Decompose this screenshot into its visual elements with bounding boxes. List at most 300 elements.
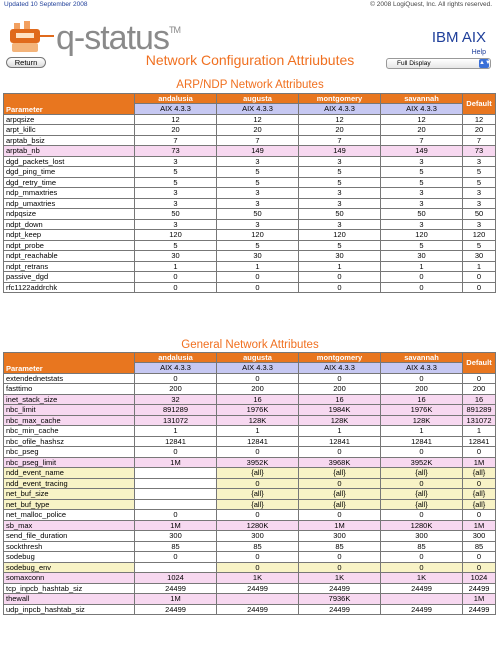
server-value: 20 xyxy=(135,125,217,136)
default-header: Default xyxy=(463,353,496,374)
table-row xyxy=(4,230,496,241)
server-value: 12841 xyxy=(217,436,299,447)
parameter-name: udp_inpcb_hashtab_siz xyxy=(4,604,135,615)
server-value: 5 xyxy=(135,177,217,188)
table-row xyxy=(4,198,496,209)
server-value: {all} xyxy=(299,489,381,500)
table-row xyxy=(4,135,496,146)
server-value: 0 xyxy=(299,272,381,283)
server-name-header: montgomery xyxy=(299,94,381,104)
table-row xyxy=(4,272,496,283)
server-value: 1984K xyxy=(299,405,381,416)
server-value: 85 xyxy=(217,541,299,552)
server-value: 16 xyxy=(381,394,463,405)
server-value: 3 xyxy=(299,198,381,209)
parameter-name: fasttimo xyxy=(4,384,135,395)
server-value: 12 xyxy=(135,114,217,125)
default-value: 131072 xyxy=(463,415,496,426)
parameter-name: net_buf_size xyxy=(4,489,135,500)
default-value: 5 xyxy=(463,167,496,178)
parameter-name: send_file_duration xyxy=(4,531,135,542)
parameter-name: nbc_limit xyxy=(4,405,135,416)
default-value: 50 xyxy=(463,209,496,220)
parameter-name: net_buf_type xyxy=(4,499,135,510)
server-value: 1K xyxy=(381,573,463,584)
default-value: 3 xyxy=(463,198,496,209)
table-row xyxy=(4,240,496,251)
parameter-name: ndp_umaxtries xyxy=(4,198,135,209)
server-value: 1M xyxy=(299,520,381,531)
page-title: Network Configuration Attriubutes xyxy=(145,52,355,68)
table-row xyxy=(4,447,496,458)
chevron-down-icon: ▲▼ xyxy=(479,60,491,66)
server-value: 50 xyxy=(381,209,463,220)
server-name-header: andalusia xyxy=(135,353,217,363)
server-value: {all} xyxy=(381,499,463,510)
default-value: 73 xyxy=(463,146,496,157)
server-value: 0 xyxy=(217,282,299,293)
os-version-cell: AIX 4.3.3 xyxy=(135,104,217,115)
server-value: 128K xyxy=(217,415,299,426)
server-value: 3 xyxy=(217,156,299,167)
server-value: 149 xyxy=(381,146,463,157)
server-value: 0 xyxy=(299,478,381,489)
table-row xyxy=(4,177,496,188)
default-value: 0 xyxy=(463,552,496,563)
table-row xyxy=(4,604,496,615)
server-value: 0 xyxy=(217,373,299,384)
parameter-name: ndpt_reachable xyxy=(4,251,135,262)
server-value: {all} xyxy=(299,468,381,479)
return-button[interactable]: Return xyxy=(6,57,46,68)
server-value: 200 xyxy=(299,384,381,395)
parameter-name: ndpt_down xyxy=(4,219,135,230)
default-value: 5 xyxy=(463,177,496,188)
logo-icon xyxy=(8,21,56,55)
parameter-name: dgd_retry_time xyxy=(4,177,135,188)
server-value: 20 xyxy=(217,125,299,136)
parameter-name: sodebug xyxy=(4,552,135,563)
server-value: 0 xyxy=(299,373,381,384)
server-value: 5 xyxy=(217,177,299,188)
table-row xyxy=(4,562,496,573)
server-value: 0 xyxy=(135,282,217,293)
server-value: 0 xyxy=(217,552,299,563)
default-value: 1 xyxy=(463,426,496,437)
server-name-header: augusta xyxy=(217,353,299,363)
default-value: 1M xyxy=(463,594,496,605)
default-value: 7 xyxy=(463,135,496,146)
parameter-name: thewall xyxy=(4,594,135,605)
server-value: {all} xyxy=(381,468,463,479)
default-value: 891289 xyxy=(463,405,496,416)
server-name-header: montgomery xyxy=(299,353,381,363)
server-value: 3952K xyxy=(381,457,463,468)
table-row xyxy=(4,552,496,563)
parameter-name: ndpqsize xyxy=(4,209,135,220)
default-value: {all} xyxy=(463,489,496,500)
server-name-header: savannah xyxy=(381,353,463,363)
parameter-name: ndd_event_name xyxy=(4,468,135,479)
server-value: 30 xyxy=(299,251,381,262)
server-value: 12841 xyxy=(381,436,463,447)
table-row xyxy=(4,219,496,230)
server-value: 3 xyxy=(135,198,217,209)
table-row xyxy=(4,478,496,489)
parameter-header: Parameter xyxy=(4,94,135,115)
default-value: 0 xyxy=(463,272,496,283)
server-value: 131072 xyxy=(135,415,217,426)
server-value: 5 xyxy=(381,167,463,178)
server-value: 7 xyxy=(135,135,217,146)
general-attributes-table xyxy=(3,352,496,615)
os-version-cell: AIX 4.3.3 xyxy=(217,104,299,115)
server-value: 300 xyxy=(299,531,381,542)
default-value: {all} xyxy=(463,468,496,479)
server-value: 85 xyxy=(381,541,463,552)
default-value: 3 xyxy=(463,188,496,199)
server-value: 3 xyxy=(217,188,299,199)
server-value: 0 xyxy=(135,552,217,563)
server-value: 1 xyxy=(381,426,463,437)
table-row xyxy=(4,426,496,437)
server-value: 0 xyxy=(299,447,381,458)
default-value: 30 xyxy=(463,251,496,262)
server-header-row xyxy=(4,353,496,363)
server-value: {all} xyxy=(217,489,299,500)
server-value: 3 xyxy=(135,188,217,199)
server-value: 24499 xyxy=(299,604,381,615)
parameter-name: ndd_event_tracing xyxy=(4,478,135,489)
default-value: 24499 xyxy=(463,604,496,615)
parameter-name: ndp_mmaxtries xyxy=(4,188,135,199)
server-value: {all} xyxy=(381,489,463,500)
server-value: 12841 xyxy=(135,436,217,447)
default-value: 5 xyxy=(463,240,496,251)
server-value: 7 xyxy=(299,135,381,146)
server-value: 1 xyxy=(299,261,381,272)
parameter-name: nbc_max_cache xyxy=(4,415,135,426)
server-name-header: savannah xyxy=(381,94,463,104)
table-row xyxy=(4,125,496,136)
server-value xyxy=(381,594,463,605)
server-value: 12841 xyxy=(299,436,381,447)
parameter-name: arpt_killc xyxy=(4,125,135,136)
server-value: 120 xyxy=(381,230,463,241)
server-value: 0 xyxy=(381,552,463,563)
table-row xyxy=(4,384,496,395)
server-value: 5 xyxy=(135,240,217,251)
parameter-name: rfc1122addrchk xyxy=(4,282,135,293)
server-value: 85 xyxy=(299,541,381,552)
server-value: 3 xyxy=(217,198,299,209)
default-value: 200 xyxy=(463,384,496,395)
parameter-name: inet_stack_size xyxy=(4,394,135,405)
server-value: 0 xyxy=(135,373,217,384)
server-value: 3 xyxy=(135,219,217,230)
server-value: 300 xyxy=(217,531,299,542)
parameter-name: tcp_inpcb_hashtab_siz xyxy=(4,583,135,594)
os-version-cell: AIX 4.3.3 xyxy=(381,104,463,115)
server-value: 128K xyxy=(381,415,463,426)
table-row xyxy=(4,531,496,542)
server-value: 3 xyxy=(381,198,463,209)
server-value: 0 xyxy=(217,447,299,458)
server-value: 1M xyxy=(135,594,217,605)
server-value: 20 xyxy=(381,125,463,136)
updated-date: Updated 10 September 2008 xyxy=(4,1,88,8)
table-row xyxy=(4,436,496,447)
server-header-row xyxy=(4,94,496,104)
server-value: 24499 xyxy=(381,583,463,594)
top-bar xyxy=(0,0,500,9)
server-value: 3 xyxy=(381,188,463,199)
os-version-cell: AIX 4.3.3 xyxy=(135,363,217,374)
server-value xyxy=(217,594,299,605)
default-value: 0 xyxy=(463,478,496,489)
server-value: 30 xyxy=(381,251,463,262)
server-value: 1280K xyxy=(381,520,463,531)
server-value: 3 xyxy=(299,188,381,199)
default-value: 3 xyxy=(463,219,496,230)
default-value: 0 xyxy=(463,373,496,384)
server-value: 7 xyxy=(381,135,463,146)
table-row xyxy=(4,489,496,500)
table-row xyxy=(4,188,496,199)
server-value: 0 xyxy=(217,562,299,573)
server-value: 5 xyxy=(217,240,299,251)
server-value: 24499 xyxy=(135,604,217,615)
server-value: 120 xyxy=(299,230,381,241)
server-value: 1976K xyxy=(217,405,299,416)
server-value: 200 xyxy=(135,384,217,395)
parameter-name: somaxconn xyxy=(4,573,135,584)
default-value: 0 xyxy=(463,510,496,521)
server-value: 24499 xyxy=(135,583,217,594)
server-value: 0 xyxy=(299,562,381,573)
table-row xyxy=(4,373,496,384)
server-name-header: andalusia xyxy=(135,94,217,104)
table-row xyxy=(4,282,496,293)
server-value: 300 xyxy=(135,531,217,542)
server-value: 0 xyxy=(217,510,299,521)
server-value: 50 xyxy=(217,209,299,220)
server-value: 0 xyxy=(381,510,463,521)
server-value: 0 xyxy=(381,272,463,283)
default-value: 1024 xyxy=(463,573,496,584)
server-value: 3 xyxy=(135,156,217,167)
parameter-name: arptab_bsiz xyxy=(4,135,135,146)
server-value: 300 xyxy=(381,531,463,542)
os-version-cell: AIX 4.3.3 xyxy=(299,104,381,115)
server-value: 0 xyxy=(135,510,217,521)
default-value: 0 xyxy=(463,282,496,293)
server-value: 3 xyxy=(299,156,381,167)
server-value: 0 xyxy=(135,272,217,283)
server-value: 12 xyxy=(299,114,381,125)
server-value: 120 xyxy=(135,230,217,241)
server-value: 1K xyxy=(299,573,381,584)
server-value: 12 xyxy=(381,114,463,125)
table-row xyxy=(4,510,496,521)
server-value: 30 xyxy=(217,251,299,262)
server-value: 0 xyxy=(135,447,217,458)
os-version-cell: AIX 4.3.3 xyxy=(299,363,381,374)
arp-attributes-table xyxy=(3,93,496,293)
server-value xyxy=(135,468,217,479)
server-value: 120 xyxy=(217,230,299,241)
server-value: 1 xyxy=(217,261,299,272)
os-version-cell: AIX 4.3.3 xyxy=(217,363,299,374)
server-value xyxy=(135,478,217,489)
table-row xyxy=(4,573,496,584)
table-row xyxy=(4,520,496,531)
default-value: 20 xyxy=(463,125,496,136)
table-row xyxy=(4,594,496,605)
default-value: 1 xyxy=(463,261,496,272)
table-row xyxy=(4,468,496,479)
server-value: 5 xyxy=(217,167,299,178)
parameter-name: nbc_ofile_hashsz xyxy=(4,436,135,447)
server-value: 5 xyxy=(299,177,381,188)
server-value: 0 xyxy=(217,272,299,283)
server-value: 16 xyxy=(217,394,299,405)
server-value: {all} xyxy=(299,499,381,510)
display-mode-value: Full Display xyxy=(397,60,431,67)
help-link[interactable]: Help xyxy=(471,49,486,56)
server-value: 0 xyxy=(381,478,463,489)
server-value: 5 xyxy=(299,167,381,178)
server-value: 0 xyxy=(381,282,463,293)
server-value: 3 xyxy=(217,219,299,230)
server-value: 24499 xyxy=(217,604,299,615)
server-value: 50 xyxy=(135,209,217,220)
default-value: 0 xyxy=(463,562,496,573)
server-value: 3 xyxy=(381,156,463,167)
server-value: 20 xyxy=(299,125,381,136)
parameter-name: nbc_min_cache xyxy=(4,426,135,437)
server-value: 0 xyxy=(299,552,381,563)
server-value: 1024 xyxy=(135,573,217,584)
parameter-name: dgd_packets_lost xyxy=(4,156,135,167)
server-value: 200 xyxy=(217,384,299,395)
server-value xyxy=(135,489,217,500)
server-value: 1M xyxy=(135,520,217,531)
server-value: 0 xyxy=(381,447,463,458)
parameter-name: ndpt_probe xyxy=(4,240,135,251)
default-header: Default xyxy=(463,94,496,115)
server-value: 1 xyxy=(299,426,381,437)
server-value: 24499 xyxy=(381,604,463,615)
default-value: 300 xyxy=(463,531,496,542)
parameter-name: sodebug_env xyxy=(4,562,135,573)
server-value: 5 xyxy=(299,240,381,251)
os-version-cell: AIX 4.3.3 xyxy=(381,363,463,374)
default-value: 16 xyxy=(463,394,496,405)
server-value: 12 xyxy=(217,114,299,125)
server-value: 3 xyxy=(299,219,381,230)
server-value: 200 xyxy=(381,384,463,395)
default-value: {all} xyxy=(463,499,496,510)
default-value: 85 xyxy=(463,541,496,552)
display-mode-select[interactable] xyxy=(386,58,491,69)
server-value: 891289 xyxy=(135,405,217,416)
table-row xyxy=(4,457,496,468)
table-row xyxy=(4,394,496,405)
parameter-name: sockthresh xyxy=(4,541,135,552)
table-row xyxy=(4,583,496,594)
server-value: 0 xyxy=(299,510,381,521)
table-row xyxy=(4,156,496,167)
server-value: 85 xyxy=(135,541,217,552)
server-value: 24499 xyxy=(299,583,381,594)
table-row xyxy=(4,251,496,262)
server-value: 149 xyxy=(299,146,381,157)
server-value: {all} xyxy=(217,499,299,510)
default-value: 120 xyxy=(463,230,496,241)
table-row xyxy=(4,261,496,272)
general-section-title: General Network Attributes xyxy=(181,339,319,351)
server-name-header: augusta xyxy=(217,94,299,104)
server-value: 1K xyxy=(217,573,299,584)
table-row xyxy=(4,541,496,552)
default-value: 3 xyxy=(463,156,496,167)
table-row xyxy=(4,167,496,178)
server-value: 3 xyxy=(381,219,463,230)
server-value: 30 xyxy=(135,251,217,262)
default-value: 12 xyxy=(463,114,496,125)
default-value: 1M xyxy=(463,520,496,531)
parameter-name: arptab_nb xyxy=(4,146,135,157)
table-row xyxy=(4,209,496,220)
table-row xyxy=(4,114,496,125)
platform-label: IBM AIX xyxy=(431,29,486,46)
server-value: 16 xyxy=(299,394,381,405)
server-value xyxy=(135,499,217,510)
server-value: 5 xyxy=(381,240,463,251)
server-value: 7936K xyxy=(299,594,381,605)
server-value: 0 xyxy=(299,282,381,293)
server-value: 1M xyxy=(135,457,217,468)
table-row xyxy=(4,499,496,510)
parameter-name: nbc_pseg xyxy=(4,447,135,458)
default-value: 0 xyxy=(463,447,496,458)
server-value xyxy=(135,562,217,573)
parameter-name: ndpt_retrans xyxy=(4,261,135,272)
server-value: 1 xyxy=(381,261,463,272)
default-value: 24499 xyxy=(463,583,496,594)
logo-text: q-status™ xyxy=(56,19,180,57)
server-value: 24499 xyxy=(217,583,299,594)
server-value: 1 xyxy=(135,261,217,272)
table-row xyxy=(4,405,496,416)
server-value: 128K xyxy=(299,415,381,426)
server-value: 1280K xyxy=(217,520,299,531)
server-value: 1 xyxy=(135,426,217,437)
server-value: 1 xyxy=(217,426,299,437)
parameter-name: sb_max xyxy=(4,520,135,531)
parameter-name: nbc_pseg_limit xyxy=(4,457,135,468)
parameter-name: arpqsize xyxy=(4,114,135,125)
server-value: {all} xyxy=(217,468,299,479)
default-value: 12841 xyxy=(463,436,496,447)
server-value: 5 xyxy=(381,177,463,188)
arp-section-title: ARP/NDP Network Attributes xyxy=(176,79,324,91)
parameter-name: net_malloc_police xyxy=(4,510,135,521)
server-value: 0 xyxy=(381,562,463,573)
parameter-name: dgd_ping_time xyxy=(4,167,135,178)
parameter-name: ndpt_keep xyxy=(4,230,135,241)
